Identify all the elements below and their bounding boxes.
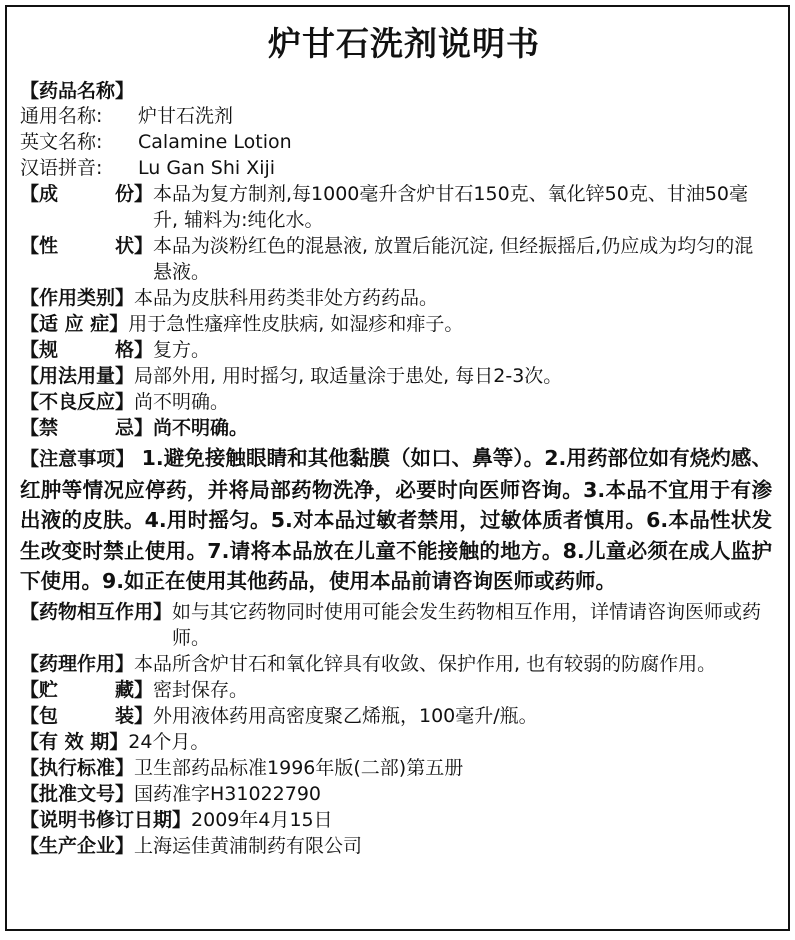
interactions-label: 【药物相互作用】 bbox=[20, 600, 173, 623]
revision-text: 2009年4月15日 bbox=[191, 808, 333, 831]
pharmacology-text: 本品所含炉甘石和氧化锌具有收敛、保护作用, 也有较弱的防腐作用。 bbox=[134, 652, 717, 675]
contraindications-entry bbox=[20, 415, 788, 441]
pharmacology-label: 【药理作用】 bbox=[20, 652, 135, 675]
storage-text: 密封保存。 bbox=[153, 678, 249, 701]
specification-text: 复方。 bbox=[153, 339, 211, 361]
english-name-label: 英文名称: bbox=[20, 131, 103, 153]
validity-entry bbox=[20, 729, 788, 755]
generic-name-value: 炉甘石洗剂 bbox=[138, 105, 234, 127]
revision-entry bbox=[20, 807, 788, 833]
standard-entry bbox=[20, 755, 788, 781]
english-name-value: Calamine Lotion bbox=[138, 131, 292, 153]
composition-text: 本品为复方制剂,每1000毫升含炉甘石150克、氧化锌50克、甘油50毫升, 辅料为:纯化水。 bbox=[153, 183, 749, 231]
category-entry bbox=[20, 285, 788, 311]
pinyin-value: Lu Gan Shi Xiji bbox=[138, 157, 276, 179]
indications-entry bbox=[20, 311, 788, 337]
approval-label: 【批准文号】 bbox=[20, 782, 135, 805]
manufacturer-entry bbox=[20, 833, 788, 859]
category-label: 【作用类别】 bbox=[20, 287, 135, 309]
description-text: 本品为淡粉红色的混悬液, 放置后能沉淀, 但经振摇后,仍应成为均匀的混悬液。 bbox=[153, 235, 754, 283]
manufacturer-text: 上海运佳黄浦制药有限公司 bbox=[134, 834, 363, 857]
approval-text: 国药准字H31022790 bbox=[134, 782, 322, 805]
drug-name-header: 【药品名称】 bbox=[20, 80, 135, 102]
pharmacology-entry bbox=[20, 651, 788, 677]
adverse-text: 尚不明确。 bbox=[134, 391, 230, 413]
indications-text: 用于急性瘙痒性皮肤病, 如湿疹和痱子。 bbox=[128, 313, 464, 335]
dosage-label: 【用法用量】 bbox=[20, 365, 135, 387]
adverse-entry bbox=[20, 389, 788, 415]
standard-label: 【执行标准】 bbox=[20, 756, 135, 779]
generic-name-line bbox=[20, 103, 788, 129]
interactions-entry bbox=[20, 599, 788, 651]
validity-text: 24个月。 bbox=[128, 730, 210, 753]
storage-label: 【贮 藏】 bbox=[20, 678, 153, 701]
package-entry bbox=[20, 703, 788, 729]
contraindications-label: 【禁 忌】 bbox=[20, 417, 153, 439]
precautions-entry bbox=[20, 443, 788, 597]
generic-name-label: 通用名称: bbox=[20, 105, 103, 127]
contraindications-text: 尚不明确。 bbox=[153, 417, 249, 439]
instruction-sheet bbox=[5, 5, 790, 931]
precautions-label: 【注意事项】 bbox=[20, 448, 135, 470]
indications-label: 【适 应 症】 bbox=[20, 313, 129, 335]
specification-label: 【规 格】 bbox=[20, 339, 153, 361]
dosage-text: 局部外用, 用时摇匀, 取适量涂于患处, 每日2-3次。 bbox=[134, 365, 563, 387]
storage-entry bbox=[20, 677, 788, 703]
precautions-text: 1.避免接触眼睛和其他黏膜（如口、鼻等）。2.用药部位如有烧灼感、红肿等情况应停药，并将局部药物洗净，必要时向医师咨询。3.本品不宜用于有渗出液的皮肤。4.用时摇匀。5.对本品过敏者禁用，过敏体质者慎用。6.本品性状发生改变时禁止使用。7.请将本品放在儿童不能接触的地方。8.儿童必须在成人监护下使用。9.如正在使用其他药品，使用本品前请咨询医师或药师。 bbox=[20, 446, 772, 593]
dosage-entry bbox=[20, 363, 788, 389]
description-entry bbox=[20, 233, 788, 285]
revision-label: 【说明书修订日期】 bbox=[20, 808, 192, 831]
composition-label: 【成 份】 bbox=[20, 183, 153, 205]
validity-label: 【有 效 期】 bbox=[20, 730, 129, 753]
adverse-label: 【不良反应】 bbox=[20, 391, 135, 413]
package-label: 【包 装】 bbox=[20, 704, 153, 727]
manufacturer-label: 【生产企业】 bbox=[20, 834, 135, 857]
document-title: 炉甘石洗剂说明书 bbox=[268, 24, 540, 63]
package-text: 外用液体药用高密度聚乙烯瓶，100毫升/瓶。 bbox=[153, 704, 538, 727]
english-name-line bbox=[20, 129, 788, 155]
pinyin-label: 汉语拼音: bbox=[20, 157, 103, 179]
specification-entry bbox=[20, 337, 788, 363]
category-text: 本品为皮肤科用药类非处方药药品。 bbox=[134, 287, 439, 309]
composition-entry bbox=[20, 181, 788, 233]
approval-entry bbox=[20, 781, 788, 807]
pinyin-line bbox=[20, 155, 788, 181]
interactions-text: 如与其它药物同时使用可能会发生药物相互作用，详情请咨询医师或药师。 bbox=[172, 600, 762, 649]
description-label: 【性 状】 bbox=[20, 235, 153, 257]
standard-text: 卫生部药品标准1996年版(二部)第五册 bbox=[134, 756, 464, 779]
